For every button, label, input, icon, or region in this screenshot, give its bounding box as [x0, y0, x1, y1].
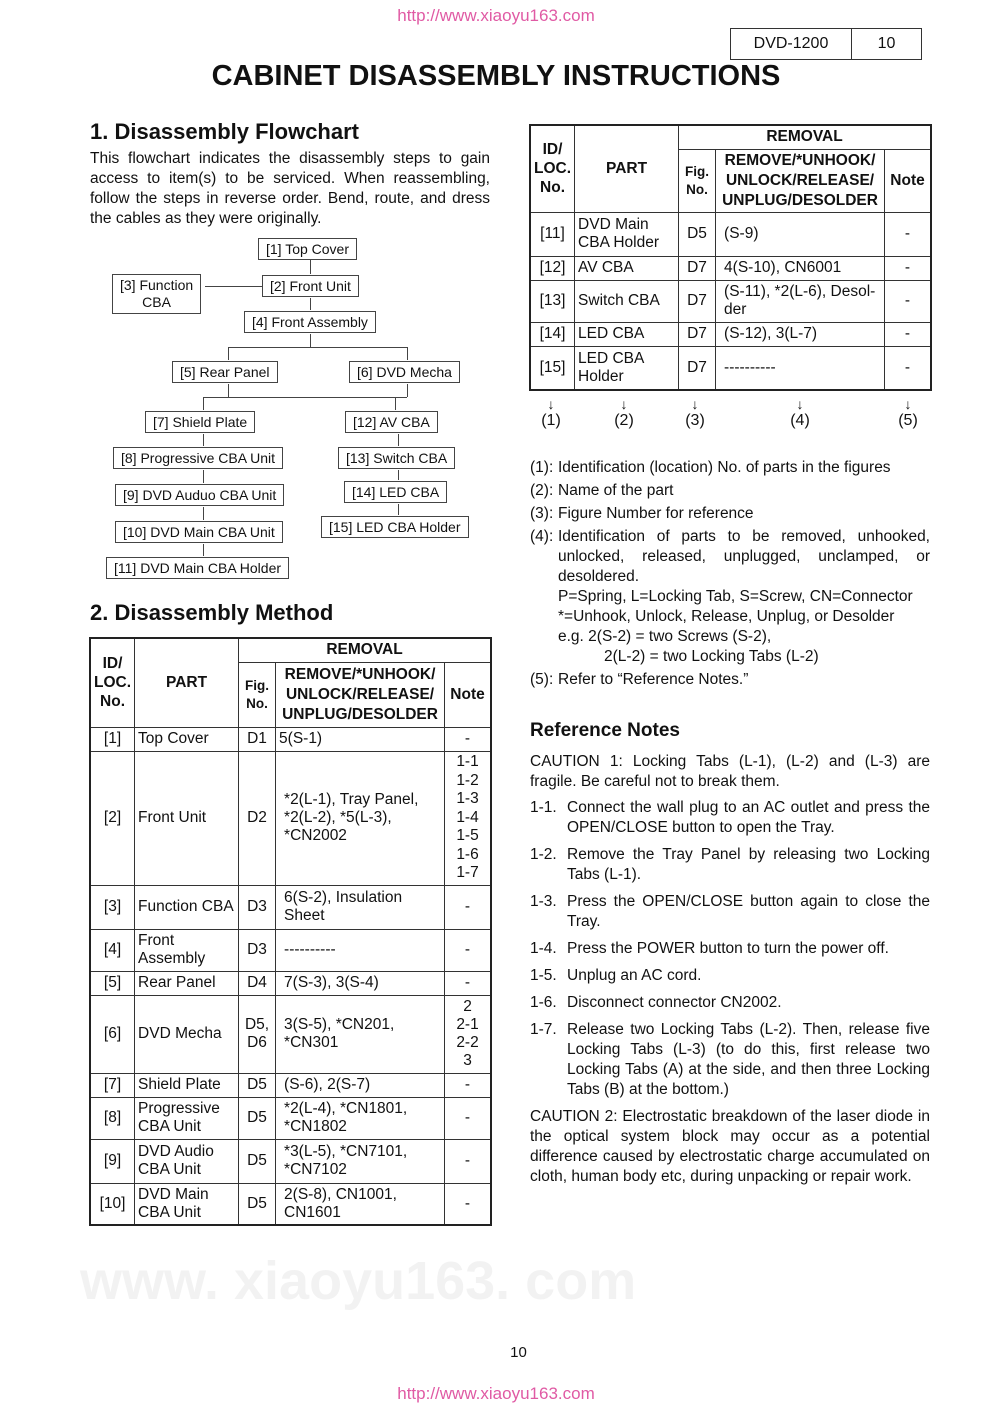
- row-fig: D1: [239, 727, 276, 751]
- legend-key: (3):: [530, 505, 554, 522]
- col-header-remove-line2: UNLOCK/RELEASE/: [285, 685, 435, 703]
- flow-line: [203, 397, 407, 398]
- flow-line: [398, 434, 399, 446]
- note-text: Unplug an AC cord.: [567, 967, 702, 984]
- row-id: [4]: [90, 929, 135, 971]
- note-key: 1-2.: [530, 846, 557, 863]
- header-page-number: 10: [877, 35, 896, 52]
- row-removal: 2(S-8), CN1001, CN1601: [276, 1183, 445, 1225]
- row-note: -: [885, 346, 931, 390]
- flow-line: [395, 397, 396, 410]
- flowchart-heading: 1. Disassembly Flowchart: [90, 119, 359, 144]
- legend-key: (4):: [530, 528, 554, 545]
- column-arrow-3: [680, 396, 710, 430]
- row-id: [1]: [90, 727, 135, 751]
- col-header-id-line3: No.: [540, 179, 565, 197]
- flow-box-dvd-main-cba-holder: [11] DVD Main CBA Holder: [106, 557, 289, 579]
- row-fig: D7: [679, 256, 716, 280]
- row-part: LED CBA Holder: [575, 346, 679, 390]
- col-header-fig-line1: Fig.: [685, 163, 710, 179]
- flow-line: [398, 504, 399, 515]
- row-note: -: [885, 212, 931, 256]
- arrow-down-icon: ↓: [691, 396, 699, 412]
- note-text: Remove the Tray Panel by releasing two Locking Tabs (L-1).: [567, 846, 930, 883]
- col-header-id: [90, 638, 135, 727]
- col-header-part: PART: [135, 638, 239, 727]
- row-removal: 3(S-5), *CN201, *CN301: [276, 995, 445, 1073]
- arrow-label: (2): [614, 412, 634, 429]
- row-removal: ----------: [716, 346, 885, 390]
- row-note: -: [445, 929, 491, 971]
- table-row: [90, 1183, 491, 1225]
- row-part: Top Cover: [135, 727, 239, 751]
- row-fig: D3: [239, 929, 276, 971]
- row-note: -: [445, 971, 491, 995]
- footer-page-number: 10: [510, 1344, 527, 1361]
- row-part: DVD Main CBA Holder: [575, 212, 679, 256]
- row-id: [9]: [90, 1139, 135, 1183]
- flow-line: [228, 384, 229, 397]
- table-row: [90, 1073, 491, 1097]
- note-key: 1-5.: [530, 967, 557, 984]
- reference-notes-heading: Reference Notes: [530, 720, 680, 741]
- row-id: [14]: [530, 322, 575, 346]
- row-note: -: [445, 1139, 491, 1183]
- row-removal: ----------: [276, 929, 445, 971]
- col-header-fig-line1: Fig.: [245, 677, 270, 693]
- column-arrow-2: [609, 396, 639, 430]
- row-part: Function CBA: [135, 885, 239, 929]
- disassembly-table-left: [89, 637, 492, 1226]
- note-key: 1-7.: [530, 1021, 557, 1038]
- flow-line: [228, 347, 408, 348]
- disassembly-table-right: [529, 124, 932, 391]
- row-note: -: [445, 885, 491, 929]
- row-removal: 7(S-3), 3(S-4): [276, 971, 445, 995]
- row-removal: 6(S-2), Insulation Sheet: [276, 885, 445, 929]
- flow-box-progressive-cba-unit: [8] Progressive CBA Unit: [113, 447, 283, 469]
- flow-box-av-cba: [12] AV CBA: [345, 411, 438, 433]
- flow-line: [203, 434, 204, 446]
- row-id: [6]: [90, 995, 135, 1073]
- table-row: [530, 346, 931, 390]
- table-row: [90, 1139, 491, 1183]
- legend-key: (2):: [530, 482, 554, 499]
- legend-key: (1):: [530, 459, 554, 476]
- table-row: [90, 1097, 491, 1139]
- table-row: [90, 751, 491, 885]
- legend-text: Figure Number for reference: [558, 505, 754, 522]
- top-url-link[interactable]: http://www.xiaoyu163.com: [397, 6, 595, 25]
- row-removal: *2(L-4), *CN1801, *CN1802: [276, 1097, 445, 1139]
- row-removal: (S-12), 3(L-7): [716, 322, 885, 346]
- col-header-note: Note: [885, 149, 931, 212]
- row-id: [3]: [90, 885, 135, 929]
- col-header-id-line1: ID/: [542, 141, 563, 159]
- row-fig: D5, D6: [239, 995, 276, 1073]
- table-row: [530, 212, 931, 256]
- row-removal: (S-9): [716, 212, 885, 256]
- legend-text: Identification (location) No. of parts in the figures: [558, 459, 891, 476]
- arrow-label: (5): [898, 412, 918, 429]
- row-id: [7]: [90, 1073, 135, 1097]
- note-text: Connect the wall plug to an AC outlet and press the OPEN/CLOSE button to open the Tray.: [567, 799, 930, 836]
- legend-key: (5):: [530, 671, 554, 688]
- row-part: Front Unit: [135, 751, 239, 885]
- col-header-removal: REMOVAL: [239, 638, 491, 662]
- legend-text: *=Unhook, Unlock, Release, Unplug, or Desolder: [558, 608, 895, 625]
- flow-box-function-cba-line2: CBA: [142, 294, 171, 310]
- col-header-removal: REMOVAL: [679, 125, 931, 149]
- row-part: AV CBA: [575, 256, 679, 280]
- col-header-fig-line2: No.: [686, 181, 708, 197]
- row-fig: D5: [239, 1139, 276, 1183]
- col-header-remove: [276, 662, 445, 727]
- flow-box-rear-panel: [5] Rear Panel: [172, 361, 278, 383]
- flow-box-led-cba-holder: [15] LED CBA Holder: [321, 516, 469, 538]
- row-fig: D5: [239, 1183, 276, 1225]
- col-header-id: [530, 125, 575, 212]
- row-id: [12]: [530, 256, 575, 280]
- row-id: [15]: [530, 346, 575, 390]
- column-arrow-1: [536, 396, 566, 430]
- flow-box-front-assembly: [4] Front Assembly: [244, 311, 376, 333]
- col-header-id-line3: No.: [100, 693, 125, 711]
- flow-line: [407, 384, 408, 397]
- row-fig: D7: [679, 346, 716, 390]
- note-key: 1-6.: [530, 994, 557, 1011]
- flow-line: [203, 397, 204, 410]
- table-row: [530, 280, 931, 322]
- flowchart-intro: This flowchart indicates the disassembly steps to gain access to item(s) to be serviced. When reassembling, follow the steps in reverse order. Bend, route, and dress the cables as they were originally.: [90, 150, 490, 227]
- col-header-remove-line1: REMOVE/*UNHOOK/: [724, 151, 876, 169]
- legend-text: P=Spring, L=Locking Tab, S=Screw, CN=Connector: [558, 588, 913, 605]
- reference-notes: [530, 752, 930, 1187]
- row-removal: *3(L-5), *CN7101, *CN7102: [276, 1139, 445, 1183]
- flow-box-led-cba: [14] LED CBA: [344, 481, 447, 503]
- bottom-url-link[interactable]: http://www.xiaoyu163.com: [397, 1384, 595, 1403]
- table-row: [90, 929, 491, 971]
- row-note: -: [445, 727, 491, 751]
- legend-text: e.g. 2(S-2) = two Screws (S-2),: [558, 628, 772, 645]
- column-arrow-5: [893, 396, 923, 430]
- flow-line: [407, 347, 408, 360]
- flow-line: [205, 286, 262, 287]
- row-note: -: [885, 256, 931, 280]
- row-id: [11]: [530, 212, 575, 256]
- page-header-box: [730, 28, 922, 60]
- arrow-label: (1): [541, 412, 561, 429]
- row-note: 2 2-1 2-2 3: [445, 995, 491, 1073]
- table-row: [90, 995, 491, 1073]
- table-row: [530, 256, 931, 280]
- page-title: CABINET DISASSEMBLY INSTRUCTIONS: [211, 60, 781, 92]
- flow-line: [310, 260, 311, 274]
- row-id: [5]: [90, 971, 135, 995]
- row-id: [2]: [90, 751, 135, 885]
- arrow-label: (4): [790, 412, 810, 429]
- caution-1: CAUTION 1: Locking Tabs (L-1), (L-2) and (L-3) are fragile. Be careful not to break them.: [530, 753, 930, 790]
- row-fig: D7: [679, 322, 716, 346]
- col-header-remove: [716, 149, 885, 212]
- row-fig: D7: [679, 280, 716, 322]
- table-row: [90, 727, 491, 751]
- model-number: DVD-1200: [731, 29, 852, 59]
- column-arrow-4: [785, 396, 815, 430]
- col-header-id-line1: ID/: [102, 655, 123, 673]
- row-part: Switch CBA: [575, 280, 679, 322]
- arrow-down-icon: ↓: [547, 396, 555, 412]
- caution-2: CAUTION 2: Electrostatic breakdown of the laser diode in the optical system block may occur as a potential difference caused by electrostatic charge accumulated on cloth, human body etc, during unpacking or repair work.: [530, 1108, 930, 1185]
- row-part: DVD Main CBA Unit: [135, 1183, 239, 1225]
- row-note: -: [445, 1183, 491, 1225]
- row-removal: (S-6), 2(S-7): [276, 1073, 445, 1097]
- row-fig: D5: [239, 1097, 276, 1139]
- col-header-remove-line2: UNLOCK/RELEASE/: [725, 171, 875, 189]
- col-header-part: PART: [575, 125, 679, 212]
- row-removal: (S-11), *2(L-6), Desol-der: [716, 280, 885, 322]
- row-id: [13]: [530, 280, 575, 322]
- note-key: 1-3.: [530, 893, 557, 910]
- row-note: -: [885, 322, 931, 346]
- row-note: -: [885, 280, 931, 322]
- row-part: DVD Mecha: [135, 995, 239, 1073]
- flow-box-function-cba: [112, 274, 201, 314]
- flow-box-top-cover: [1] Top Cover: [258, 238, 357, 260]
- table-row: [90, 885, 491, 929]
- col-header-note: Note: [445, 662, 491, 727]
- arrow-label: (3): [685, 412, 705, 429]
- flow-line: [398, 470, 399, 480]
- row-part: Rear Panel: [135, 971, 239, 995]
- flow-box-dvd-main-cba-unit: [10] DVD Main CBA Unit: [115, 521, 283, 543]
- table-row: [530, 322, 931, 346]
- note-text: Disconnect connector CN2002.: [567, 994, 782, 1011]
- row-note: -: [445, 1073, 491, 1097]
- row-removal: 4(S-10), CN6001: [716, 256, 885, 280]
- watermark-text: www. xiaoyu163. com: [80, 1251, 637, 1311]
- col-header-id-line2: LOC.: [534, 160, 572, 178]
- flow-box-front-unit: [2] Front Unit: [262, 275, 359, 297]
- row-note: -: [445, 1097, 491, 1139]
- row-part: LED CBA: [575, 322, 679, 346]
- flow-line: [203, 507, 204, 520]
- note-text: Press the POWER button to turn the power off.: [567, 940, 889, 957]
- arrow-down-icon: ↓: [796, 396, 804, 412]
- legend-text: Identification of parts to be removed, unhooked, unlocked, released, unplugged, unclamped, or desoldered.: [558, 528, 930, 585]
- row-removal: *2(L-1), Tray Panel, *2(L-2), *5(L-3), *CN2002: [276, 751, 445, 885]
- row-note: 1-1 1-2 1-3 1-4 1-5 1-6 1-7: [445, 751, 491, 885]
- method-heading: 2. Disassembly Method: [90, 600, 334, 625]
- col-header-remove-line1: REMOVE/*UNHOOK/: [284, 665, 436, 683]
- flow-line: [310, 298, 311, 310]
- flow-box-function-cba-line1: [3] Function: [120, 277, 194, 293]
- flow-box-dvd-mecha: [6] DVD Mecha: [349, 361, 460, 383]
- row-part: Progressive CBA Unit: [135, 1097, 239, 1139]
- col-header-fig-line2: No.: [246, 695, 268, 711]
- legend-text: 2(L-2) = two Locking Tabs (L-2): [604, 648, 819, 665]
- row-fig: D5: [679, 212, 716, 256]
- flow-box-shield-plate: [7] Shield Plate: [145, 411, 255, 433]
- note-key: 1-1.: [530, 799, 557, 816]
- flow-line: [203, 470, 204, 483]
- flow-line: [310, 334, 311, 347]
- col-header-fig: [679, 149, 716, 212]
- flow-box-switch-cba: [13] Switch CBA: [338, 447, 455, 469]
- legend-text: Refer to “Reference Notes.”: [558, 671, 749, 688]
- col-header-fig: [239, 662, 276, 727]
- row-removal: 5(S-1): [276, 727, 445, 751]
- row-part: Front Assembly: [135, 929, 239, 971]
- table-legend: [530, 458, 930, 693]
- flow-line: [228, 347, 229, 360]
- col-header-remove-line3: UNPLUG/DESOLDER: [722, 191, 878, 209]
- row-part: Shield Plate: [135, 1073, 239, 1097]
- row-fig: D2: [239, 751, 276, 885]
- row-fig: D5: [239, 1073, 276, 1097]
- row-id: [8]: [90, 1097, 135, 1139]
- table-row: [90, 971, 491, 995]
- col-header-remove-line3: UNPLUG/DESOLDER: [282, 705, 438, 723]
- row-fig: D3: [239, 885, 276, 929]
- arrow-down-icon: ↓: [620, 396, 628, 412]
- row-id: [10]: [90, 1183, 135, 1225]
- col-header-id-line2: LOC.: [94, 674, 132, 692]
- row-part: DVD Audio CBA Unit: [135, 1139, 239, 1183]
- note-key: 1-4.: [530, 940, 557, 957]
- note-text: Release two Locking Tabs (L-2). Then, release five Locking Tabs (L-3) (to do this, first release two Locking Tabs (A) at the side, and then three Locking Tabs (B) at the bottom.): [567, 1021, 930, 1098]
- legend-text: Name of the part: [558, 482, 674, 499]
- note-text: Press the OPEN/CLOSE button again to close the Tray.: [567, 893, 930, 930]
- flow-line: [203, 544, 204, 556]
- arrow-down-icon: ↓: [904, 396, 912, 412]
- flow-box-dvd-audio-cba-unit: [9] DVD Auduo CBA Unit: [115, 484, 284, 506]
- row-fig: D4: [239, 971, 276, 995]
